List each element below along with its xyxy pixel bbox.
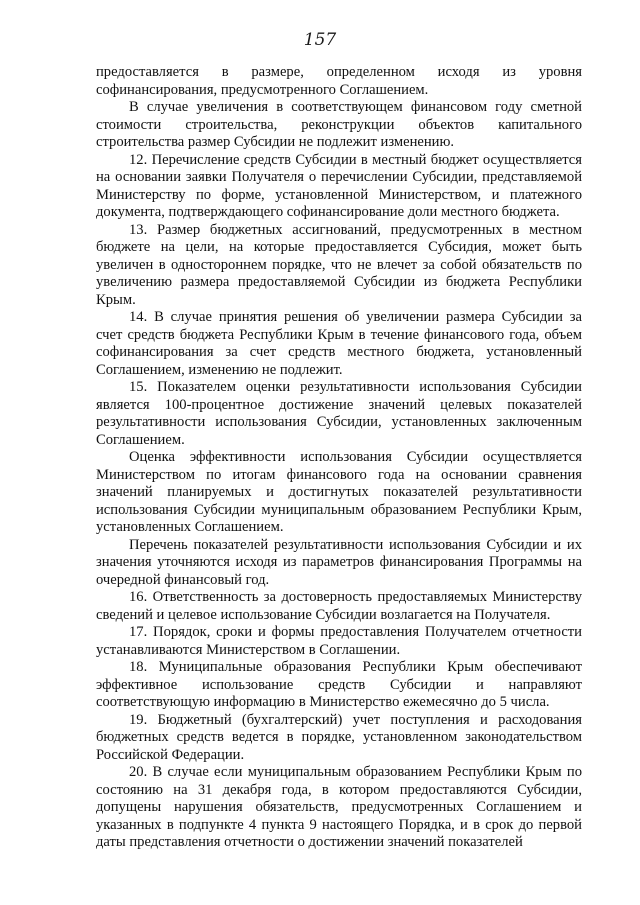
- paragraph-clause-13: 13. Размер бюджетных ассигнований, предусмотренных в местном бюджете на цели, на которые предоставляется Субсидия, может быть увеличен в одностороннем порядке, что не влечет за собой обязательств по увеличению размера предоставляемой Субсидии из бюджета Республики Крым.: [96, 221, 582, 308]
- paragraph-continuation: предоставляется в размере, определенном исходя из уровня софинансирования, предусмотренного Соглашением.: [96, 64, 582, 98]
- paragraph-clause-16: 16. Ответственность за достоверность предоставляемых Министерству сведений и целевое использование Субсидии возлагается на Получателя.: [96, 589, 582, 623]
- paragraph: В случае увеличения в соответствующем финансовом году сметной стоимости строительства, реконструкции объектов капитального строительства размер Субсидии не подлежит изменению.: [96, 99, 582, 150]
- document-body: [96, 64, 582, 852]
- paragraph-clause-17: 17. Порядок, сроки и формы предоставления Получателем отчетности устанавливаются Министерством в Соглашении.: [96, 624, 582, 658]
- paragraph-clause-14: 14. В случае принятия решения об увеличении размера Субсидии за счет средств бюджета Республики Крым в течение финансового года, объем софинансирования за счет средств местного бюджета, установленный Соглашением, изменению не подлежит.: [96, 309, 582, 378]
- paragraph-clause-20: 20. В случае если муниципальным образованием Республики Крым по состоянию на 31 декабря года, в котором предоставляются Субсидии, допущены нарушения обязательств, предусмотренных Соглашением и указанных в подпункте 4 пункта 9 настоящего Порядка, и в срок до первой даты представления отчетности о достижении значений показателей: [96, 764, 582, 850]
- paragraph-clause-19: 19. Бюджетный (бухгалтерский) учет поступления и расходования бюджетных средств ведется в порядке, установленном законодательством Российской Федерации.: [96, 711, 582, 763]
- page-number: 157: [303, 30, 337, 50]
- paragraph-clause-18: 18. Муниципальные образования Республики Крым обеспечивают эффективное использование средств Субсидии и направляют соответствующую информацию в Министерство ежемесячно до 5 числа.: [96, 659, 582, 710]
- paragraph-clause-15: 15. Показателем оценки результативности использования Субсидии является 100-процентное достижение значений целевых показателей результативности использования Субсидии, установленных заключенным Соглашением.: [96, 379, 582, 448]
- paragraph-clause-12: 12. Перечисление средств Субсидии в местный бюджет осуществляется на основании заявки Получателя о перечислении Субсидии, представляемой Министерству по форме, установленной Министерством, и платежного документа, подтверждающего софинансирование доли местного бюджета.: [96, 151, 582, 220]
- paragraph: Оценка эффективности использования Субсидии осуществляется Министерством по итогам финансового года на основании сравнения значений планируемых и достигнутых показателей результативности использования Субсидии муниципальным образованием Республики Крым, установленных Соглашением.: [96, 449, 582, 535]
- paragraph: Перечень показателей результативности использования Субсидии и их значения уточняются исходя из параметров финансирования Программы на очередной финансовый год.: [96, 536, 582, 588]
